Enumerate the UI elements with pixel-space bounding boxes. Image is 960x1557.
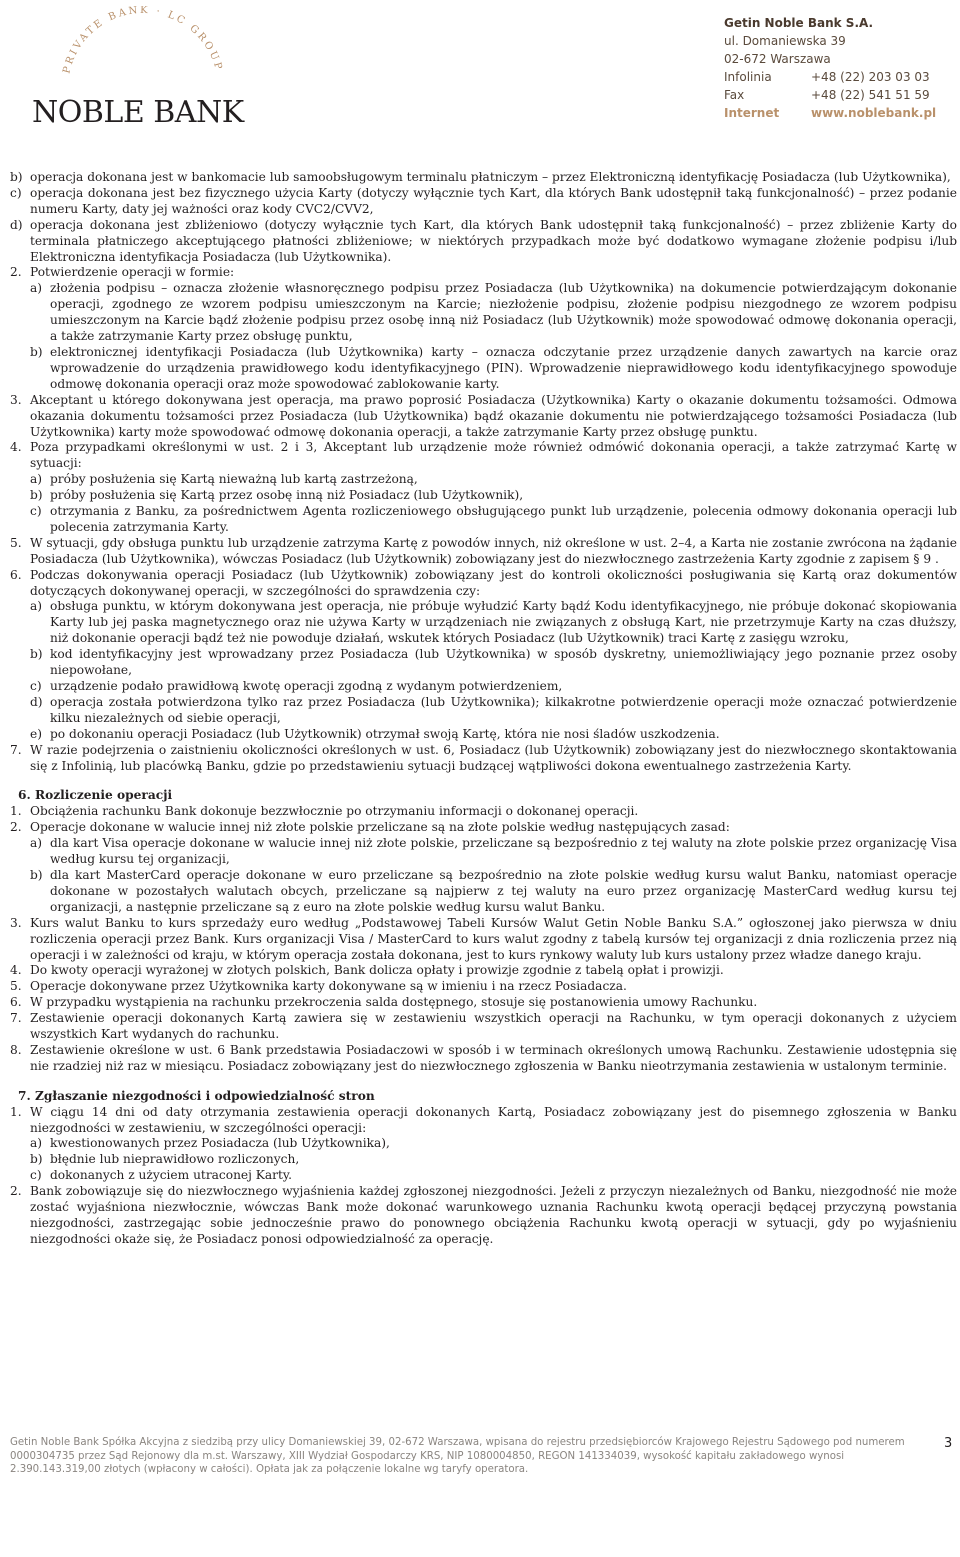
paragraph: 4. Poza przypadkami określonymi w ust. 2 i 3, Akceptant lub urządzenie może również odmówić dokonania operacji, a także zatrzymać Kartę w sytuacji: a) próby posłużenia się Kartą nieważną lub kartą zastrzeżoną, b) próby posłużenia się Kartą przez osobę inną niż Posiadacz (lub Użytkownik), c) otrzymania z Banku, za pośrednictwem Agenta rozliczeniowego obsługującego punkt lub urządzenie, polecenia odmowy dokonania operacji lub polecenia zatrzymania Karty.: [10, 440, 957, 534]
infolinia-value: +48 (22) 203 03 03: [811, 70, 930, 84]
fax-label: Fax: [724, 88, 745, 102]
list-item: c) otrzymania z Banku, za pośrednictwem Agenta rozliczeniowego obsługującego punkt lub urządzenie, polecenia odmowy dokonania operacji lub polecenia zatrzymania Karty.: [30, 504, 957, 534]
paragraph: 5. Operacje dokonywane przez Użytkownika karty dokonywane są w imieniu i na rzecz Posiadacza.: [10, 979, 627, 994]
paragraph: 1. Obciążenia rachunku Bank dokonuje bezzwłocznie po otrzymaniu informacji o dokonanej operacji.: [10, 804, 639, 819]
list-item: d) operacja została potwierdzona tylko raz przez Posiadacza (lub Użytkownika); kilkakrotne potwierdzenie operacji może oznaczać potwierdzenie kilku niezależnych od siebie operacji,: [30, 694, 957, 725]
internet-link[interactable]: www.noblebank.pl: [811, 106, 937, 120]
list-item: b) kod identyfikacyjny jest wprowadzany przez Posiadacza (lub Użytkownika) w sposób dyskretny, uniemożliwiający jego poznanie przez osoby niepowołane,: [30, 647, 957, 678]
footer-legal-text: Getin Noble Bank Spółka Akcyjna z siedzibą przy ulicy Domaniewskiej 39, 02-672 Warszawa, wpisana do rejestru przedsiębiorców Krajowego Rejestru Sądowego pod numerem 0000304735 przez Sąd Rejonowy dla m.st. Warszawy, XIII Wydział Gospodarczy KRS, NIP 1080004850, REGON 141334039, wysokość kapitału zakładowego wynosi 2.390.143.319,00 złotych (wpłacony w całości). Opłata jak za połączenie lokalne wg taryfy operatora.: [10, 1437, 905, 1476]
list-item: a) złożenia podpisu – oznacza złożenie własnoręcznego podpisu przez Posiadacza (lub Użytkownika) na dokumencie potwierdzającym dokonanie operacji, zgodnego ze wzorem podpisu umieszczonym na Karcie; niezłożenie podpisu, złożenie podpisu niezgodnego ze wzorem podpisu umieszczonym na Karcie bądź złożenie podpisu przez osobę inną niż Posiadacz (lub Użytkownik) może spowodować odmowę dokonania operacji, a także zatrzymanie Karty przez obsługę punktu,: [30, 281, 957, 344]
paragraph: 2. Bank zobowiązuje się do niezwłocznego wyjaśnienia każdej zgłoszonej niezgodności. Jeżeli z przyczyn niezależnych od Banku, niezgodność nie może zostać wyjaśniona niezwłocznie, wówczas Bank może dokonać warunkowego uznania Rachunku kwotą operacji będącej przyczyną powstania niezgodności, zastrzegając sobie jednocześnie prawo do ponownego obciążenia Rachunku kwotą operacji w sytuacji, gdy po wyjaśnieniu niezgodności okaże się, że Posiadacz ponosi odpowiedzialność za operację.: [10, 1184, 957, 1246]
section-title: 7. Zgłaszanie niezgodności i odpowiedzialność stron: [18, 1088, 375, 1103]
list-item: a) próby posłużenia się Kartą nieważną lub kartą zastrzeżoną,: [30, 472, 418, 487]
fax-value: +48 (22) 541 51 59: [811, 88, 930, 102]
address-line-1: ul. Domaniewska 39: [724, 34, 846, 48]
list-item: c) urządzenie podało prawidłową kwotę operacji zgodną z wydanym potwierdzeniem,: [30, 679, 563, 693]
paragraph: 4. Do kwoty operacji wyrażonej w złotych polskich, Bank dolicza opłaty i prowizje zgodnie z tabelą opłat i prowizji.: [10, 963, 724, 978]
company-name: Getin Noble Bank S.A.: [724, 16, 874, 30]
infolinia-label: Infolinia: [724, 70, 772, 84]
paragraph: 3. Kurs walut Banku to kurs sprzedaży euro według „Podstawowej Tabeli Kursów Walut Getin Noble Banku S.A.” ogłoszonej jako pierwsza w dniu rozliczenia operacji przez Bank. Kurs organizacji Visa / MasterCard to kurs walut zgodny z tabelą kursów tej organizacji z dnia rozliczenia przez nią operacji i w zależności od kraju, w którym operacja została dokonana, jest to kurs rynkowy waluty lub kurs ustalony przez władze danego kraju.: [10, 915, 957, 962]
list-item: b) próby posłużenia się Kartą przez osobę inną niż Posiadacz (lub Użytkownik),: [30, 488, 524, 503]
fax-row: [724, 86, 954, 104]
paragraph: 1. W ciągu 14 dni od daty otrzymania zestawienia operacji dokonanych Kartą, Posiadacz zobowiązany jest do pisemnego zgłoszenia w Banku niezgodności w zestawieniu, w szczególności operacji: a) kwestionowanych przez Posiadacza (lub Użytkownika), b) błędnie lub nieprawidłowo rozliczonych, c) dokonanych z użyciem utraconej Karty.: [10, 1104, 957, 1183]
list-item: b) dla kart MasterCard operacje dokonane w euro przeliczane są bezpośrednio na złote polskie według kursu walut Banku, natomiast operacje dokonane w pozostałych walutach obcych, przeliczane są najpierw z tej waluty na euro przez organizację MasterCard według kursu tej organizacji, a następnie przeliczane są z euro na złote polskie według kursu walut Banku.: [30, 867, 957, 914]
address-line-2: 02-672 Warszawa: [724, 52, 831, 66]
list-item: c) operacja dokonana jest bez fizycznego użycia Karty (dotyczy wyłącznie tych Kart, dla których Bank udostępnił taką funkcjonalność) – przez podanie numeru Karty, daty jej ważności oraz kody CVC2/CVV2,: [10, 185, 957, 216]
list-item: b) operacja dokonana jest w bankomacie lub samoobsługowym terminalu płatniczym – przez Elektroniczną identyfikację Posiadacza (lub Użytkownika),: [10, 170, 951, 184]
paragraph: 3. Akceptant u którego dokonywana jest operacja, ma prawo poprosić Posiadacza (Użytkownika) Karty o okazanie dokumentu tożsamości. Odmowa okazania dokumentu tożsamości przez Posiadacza (lub Użytkownika) bądź okazanie dokumentu nie potwierdzającego tożsamości Posiadacza (lub Użytkownika) karty może spowodować odmowę dokonania operacji, a także zatrzymanie Karty przez obsługę punktu.: [10, 392, 957, 439]
paragraph: 2. Potwierdzenie operacji w formie: a) złożenia podpisu – oznacza złożenie własnoręcznego podpisu przez Posiadacza (lub Użytkownika) na dokumencie potwierdzającym dokonanie operacji, zgodnego ze wzorem podpisu umieszczonym na Karcie; niezłożenie podpisu, złożenie podpisu niezgodnego ze wzorem podpisu umieszczonym na Karcie bądź złożenie podpisu przez osobę inną niż Posiadacz (lub Użytkownik) może spowodować odmowę dokonania operacji, a także zatrzymanie Karty przez obsługę punktu, b) elektronicznej identyfikacji Posiadacza (lub Użytkownika) karty – oznacza odczytanie przez urządzenie danych zawartych na karcie oraz wprowadzenie do urządzenia prawidłowego kodu identyfikacyjnego (PIN). Wprowadzenie nieprawidłowego kodu identyfikacyjnego spowoduje odmowę dokonania operacji oraz może spowodować zablokowanie karty.: [10, 265, 957, 391]
list-item: a) dla kart Visa operacje dokonane w walucie innej niż złote polskie, przeliczane są bezpośrednio z tej waluty na złote polskie przez organizację Visa według kursu tej organizacji,: [30, 836, 957, 867]
list-item: b) błędnie lub nieprawidłowo rozliczonych,: [30, 1152, 300, 1167]
document-body: [10, 170, 957, 1248]
paragraph: 6. Podczas dokonywania operacji Posiadacz (lub Użytkownik) zobowiązany jest do kontroli okoliczności posługiwania się Kartą oraz dokumentów dotyczących dokonywanej operacji, w szczególności do sprawdzenia czy: a) obsługa punktu, w którym dokonywana jest operacja, nie próbuje wyłudzić Karty bądź Kodu identyfikacyjnego, nie próbuje dokonać skopiowania Karty lub jej paska magnetycznego oraz nie używa Karty w urządzeniach nie związanych z obsługą Kart, nie przetrzymuje Karty na czas dłuższy, niż dokonanie operacji bądź też nie powoduje działań, wskutek których Posiadacz (lub Użytkownik) traci Kartę z zasięgu wzroku, b) kod identyfikacyjny jest wprowadzany przez Posiadacza (lub Użytkownika) w sposób dyskretny, uniemożliwiający jego poznanie przez osoby niepowołane, c) urządzenie podało prawidłową kwotę operacji zgodną z wydanym potwierdzeniem, d) operacja została potwierdzona tylko raz przez Posiadacza (lub Użytkownika); kilkakrotne potwierdzenie operacji może oznaczać potwierdzenie kilku niezależnych od siebie operacji, e) po dokonaniu operacji Posiadacz (lub Użytkownik) otrzymał swoją Kartę, która nie nosi śladów uszkodzenia.: [10, 567, 957, 741]
section-title: 6. Rozliczenie operacji: [18, 788, 173, 803]
list-item: b) elektronicznej identyfikacji Posiadacza (lub Użytkownika) karty – oznacza odczytanie przez urządzenie danych zawartych na karcie oraz wprowadzenie do urządzenia prawidłowego kodu identyfikacyjnego (PIN). Wprowadzenie nieprawidłowego kodu identyfikacyjnego spowoduje odmowę dokonania operacji oraz może spowodować zablokowanie karty.: [30, 344, 957, 391]
paragraph: 6. W przypadku wystąpienia na rachunku przekroczenia salda dostępnego, stosuje się postanowienia umowy Rachunku.: [10, 995, 758, 1010]
paragraph: 5. W sytuacji, gdy obsługa punktu lub urządzenie zatrzyma Kartę z powodów innych, niż określone w ust. 2–4, a Karta nie zostanie zwrócona na żądanie Posiadacza (lub Użytkownika), wówczas Posiadacz (lub Użytkownik) zobowiązany jest do niezwłocznego zastrzeżenia Karty zgodnie z zapisem § 9 .: [10, 535, 957, 566]
list-item: d) operacja dokonana jest zbliżeniowo (dotyczy wyłącznie tych Kart, dla których Bank udostępnił taką funkcjonalność) – przez zbliżenie Karty do terminala płatniczego akceptującego płatności zbliżeniowe; w niektórych przypadkach może być dodatkowo wymagane złożenie podpisu i/lub Elektroniczna identyfikacja Posiadacza (lub Użytkownika).: [10, 217, 957, 264]
internet-label: Internet: [724, 106, 780, 120]
internet-row: [724, 104, 954, 122]
list-item: c) dokonanych z użyciem utraconej Karty.: [30, 1168, 293, 1183]
paragraph: 7. W razie podejrzenia o zaistnieniu okoliczności określonych w ust. 6, Posiadacz (lub Użytkownik) zobowiązany jest do niezwłocznego skontaktowania się z Infolinią, lub placówką Banku, gdzie po przedstawieniu sytuacji budzącej wątpliwości dokona ewentualnego zastrzeżenia Karty.: [10, 742, 957, 773]
list-item: a) obsługa punktu, w którym dokonywana jest operacja, nie próbuje wyłudzić Karty bądź Kodu identyfikacyjnego, nie próbuje dokonać skopiowania Karty lub jej paska magnetycznego oraz nie używa Karty w urządzeniach nie związanych z obsługą Kart, nie przetrzymuje Karty na czas dłuższy, niż dokonanie operacji bądź też nie powoduje działań, wskutek których Posiadacz (lub Użytkownik) traci Kartę z zasięgu wzroku,: [30, 599, 957, 646]
header-contact: [724, 14, 954, 122]
paragraph: 8. Zestawienie określone w ust. 6 Bank przedstawia Posiadaczowi w sposób i w terminach określonych umową Rachunku. Zestawienie udostępnia się nie rzadziej niż raz w miesiącu. Posiadacz zobowiązany jest do niezwłocznego zgłoszenia w Banku nieotrzymania zestawienia w ustalonym terminie.: [10, 1042, 957, 1073]
list-item: e) po dokonaniu operacji Posiadacz (lub Użytkownik) otrzymał swoją Kartę, która nie nosi śladów uszkodzenia.: [30, 726, 720, 741]
logo-graphic: [28, 6, 258, 130]
noble-bank-logo: [28, 6, 258, 130]
page-number: 3: [944, 1436, 953, 1451]
logo-main-text: NOBLE BANK: [32, 95, 244, 130]
list-item: a) kwestionowanych przez Posiadacza (lub Użytkownika),: [30, 1136, 390, 1151]
paragraph: 7. Zestawienie operacji dokonanych Kartą zawiera się w zestawieniu wszystkich operacji na Rachunku, w tym operacji dokonanych z użyciem wszystkich Kart wydanych do rachunku.: [10, 1011, 957, 1042]
logo-arc-text: PRIVATE BANK · LC GROUP: [61, 6, 225, 75]
paragraph: 2. Operacje dokonane w walucie innej niż złote polskie przeliczane są na złote polskie według następujących zasad: a) dla kart Visa operacje dokonane w walucie innej niż złote polskie, przeliczane są bezpośrednio z tej waluty na złote polskie przez organizację Visa według kursu tej organizacji, b) dla kart MasterCard operacje dokonane w euro przeliczane są bezpośrednio na złote polskie według kursu walut Banku, natomiast operacje dokonane w pozostałych walutach obcych, przeliczane są najpierw z tej waluty na euro przez organizację MasterCard według kursu tej organizacji, a następnie przeliczane są z euro na złote polskie według kursu walut Banku.: [10, 820, 957, 914]
infolinia-row: [724, 68, 954, 86]
